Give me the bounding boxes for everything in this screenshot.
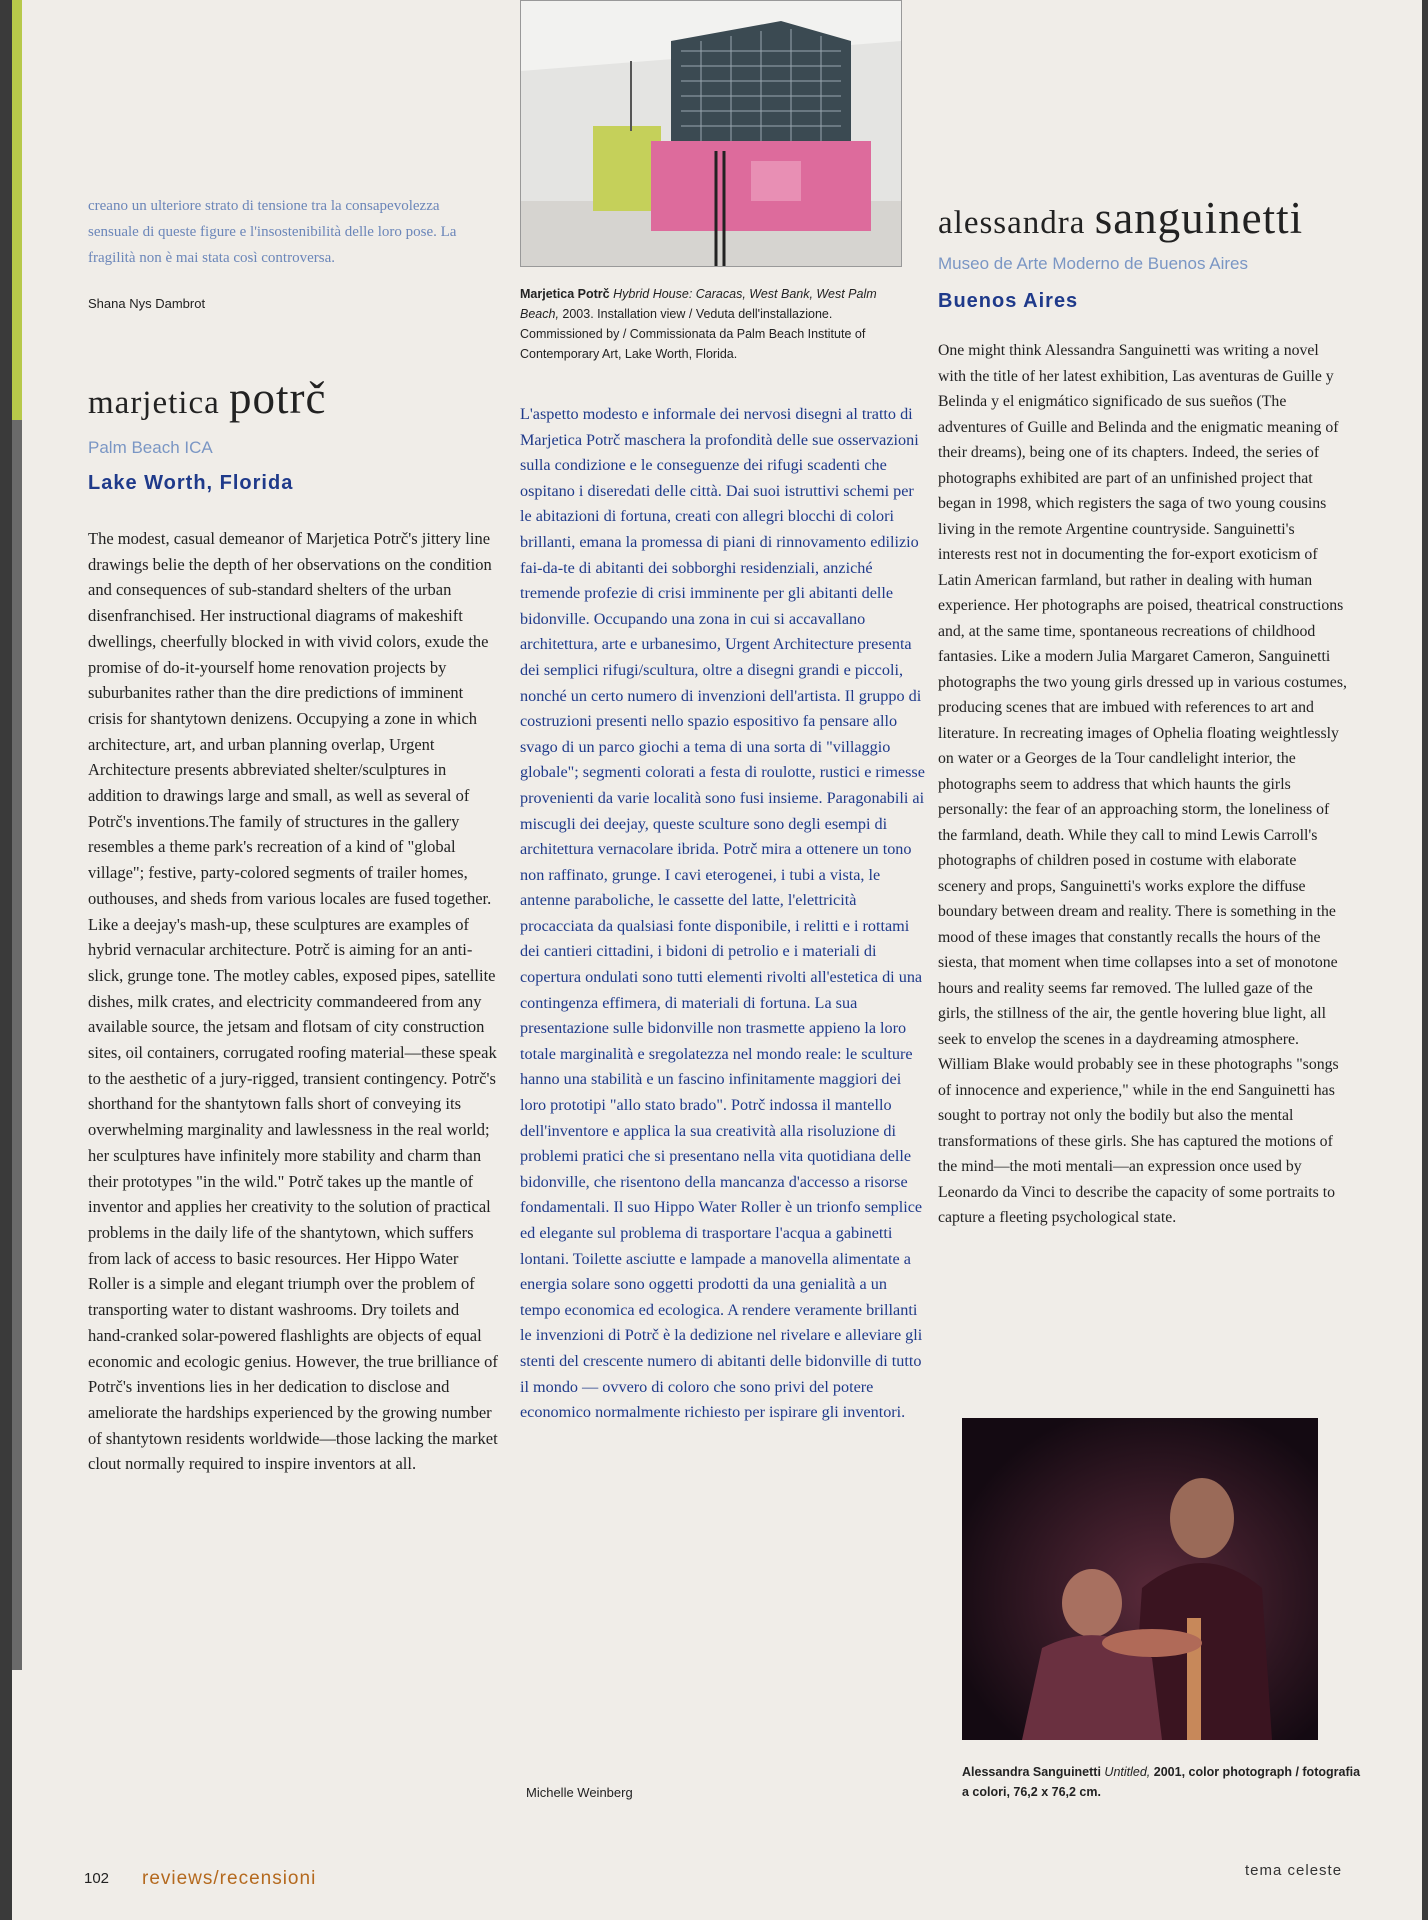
- review2-caption-artist: Alessandra Sanguinetti: [962, 1765, 1101, 1779]
- review1-byline: Michelle Weinberg: [526, 1785, 633, 1800]
- previous-page-edge-dark: [12, 420, 22, 1670]
- review2-artist-last: sanguinetti: [1094, 193, 1304, 243]
- section-title: reviews/recensioni: [142, 1868, 317, 1889]
- previous-page-edge-green: [12, 0, 22, 420]
- review2-city: Buenos Aires: [938, 290, 1079, 312]
- review1-caption-artist: Marjetica Potrč: [520, 287, 610, 301]
- review2-photo-caption: [962, 1762, 1362, 1802]
- previous-review-ending: creano un ulteriore strato di tensione tra la consapevolezza sensuale di queste figure e l'insostenibilità delle loro pose. La fragilità non è mai stata così controversa.: [88, 198, 457, 266]
- magazine-page: [12, 0, 1422, 1920]
- review1-body-italian: L'aspetto modesto e informale dei nervosi disegni al tratto di Marjetica Potrč maschera la profondità delle sue osservazioni sulla condizione e le conseguenze dei rifugi scadenti che ospitano i diseredati delle città. Dai suoi istruttivi schemi per le abitazioni di fortuna, creati con allegri blocchi di colori brillanti, emana la promessa di piani di rinnovamento edilizio fai-da-te di abitanti dei sobborghi residenziali, anziché tremende profezie di crisi imminente per gli abitanti delle bidonville. Occupando una zona in cui si accavallano architettura, arte e urbanesimo, Urgent Architecture presenta dei semplici rifugi/scultura, oltre a disegni grandi e piccoli, nonché un certo numero di invenzioni dell'artista. Il gruppo di costruzioni presenti nello spazio espositivo fa pensare allo svago di un parco giochi a tema di una sorta di "villaggio globale"; segmenti colorati a festa di roulotte, rustici e rimesse provenienti da varie località sono fusi insieme. Paragonabili ai miscugli dei deejay, queste sculture sono degli esempi di architettura vernacolare ibrida. Potrč mira a ottenere un tono non raffinato, grunge. I cavi eterogenei, i tubi a vista, le antenne paraboliche, le cassette del latte, l'elettricità procacciata da qualsiasi fonte disponibile, i relitti e i rottami dei cantieri cittadini, i bidoni di petrolio e i materiali di copertura ondulati sono tutti elementi rivolti all'estetica di una contingenza effimera, di materiali di fortuna. La sua presentazione sulle bidonville non trasmette appieno la loro totale marginalità e sregolatezza nel mondo reale: le sculture hanno una stabilità e un fascino infinitamente maggiori dei loro prototipi "allo stato brado". Potrč indossa il mantello dell'inventore e applica la sua creatività alla risoluzione di problemi pratici che si presentano nella vita quotidiana delle bidonville, che risentono della mancanza d'accesso a risorse fondamentali. Il suo Hippo Water Roller è un trionfo semplice ed elegante sul problema di trasportare l'acqua a gabinetti lontani. Toilette asciutte e lampade a manovella alimentate a energia solare sono oggetti prodotti da una genialità a un tempo economica ed ecologica. A rendere veramente brillanti le invenzioni di Potrč è la dedizione nel rivelare e alleviare gli stenti del crescente numero di abitanti delle bidonville di tutto il mondo — ovvero di coloro che sono privi del potere economico normalmente richiesto per ispirare gli inventori.: [520, 405, 925, 1422]
- review2-caption-details: 2001, color photograph / fotografia a colori, 76,2 x 76,2 cm.: [962, 1765, 1361, 1799]
- review2-caption-title: Untitled,: [1104, 1765, 1151, 1779]
- review2-artist-first: alessandra: [938, 205, 1086, 241]
- review2-body: One might think Alessandra Sanguinetti was writing a novel with the title of her latest exhibition, Las aventuras de Guille y Belinda y el enigmático significado de sus sueños (The adventures of Guille and Belinda and the enigmatic meaning of their dreams), being one of its chapters. Indeed, the series of photographs exhibited are part of an unfinished project that began in 1998, which registers the saga of two young cousins living in the remote Argentine countryside. Sanguinetti's interests rest not in documenting the for-export exoticism of Latin American farmland, but rather in dealing with human experience. Her photographs are poised, theatrical constructions and, at the same time, spontaneous recreations of childhood fantasies. Like a modern Julia Margaret Cameron, Sanguinetti photographs the two young girls dressed up in various costumes, producing scenes that are imbued with references to art and literature. In recreating images of Ophelia floating weightlessly on water or a Georges de la Tour candlelight interior, the photographs seem to address that which haunts the girls personally: the fear of an approaching storm, the loneliness of the farmland, death. While they call to mind Lewis Carroll's photographs of children posed in costume with elaborate scenery and props, Sanguinetti's works explore the diffuse boundary between dream and reality. There is something in the mood of these images that constantly recalls the hours of the siesta, that moment when time collapses into a set of monotone hours and reality seems far removed. The lulled gaze of the girls, the stillness of the air, the gentle hovering blue light, all seek to envelop the scenes in a daydreaming atmosphere. William Blake would probably see in these photographs "songs of innocence and experience," while in the end Sanguinetti has sought to portray not only the bodily but also the mental transformations of these girls. She has captured the motions of the mind—the moti mentali—an expression once used by Leonardo da Vinci to describe the capacity of some portraits to capture a fleeting psychological state.: [938, 342, 1347, 1226]
- installation-photo-image: [521, 1, 901, 266]
- review1-caption-details: 2003. Installation view / Veduta dell'installazione. Commissioned by / Commissionata da Palm Beach Institute of Contemporary Art, Lake Worth, Florida.: [520, 307, 866, 361]
- review2-portrait-photo: [962, 1418, 1318, 1740]
- review2-artist-heading: [938, 192, 1303, 244]
- review1-body-english: The modest, casual demeanor of Marjetica Potrč's jittery line drawings belie the depth of her observations on the condition and consequences of sub-standard shelters of the urban disenfranchised. Her instructional diagrams of makeshift dwellings, cheerfully blocked in with vivid colors, exude the promise of do-it-yourself home renovation projects by suburbanites rather than the dire predictions of imminent crisis for shantytown denizens. Occupying a zone in which architecture, art, and urban planning overlap, Urgent Architecture presents abbreviated shelter/sculptures in addition to drawings large and small, as well as several of Potrč's inventions.The family of structures in the gallery resembles a theme park's recreation of a kind of "global village"; festive, party-colored segments of trailer homes, outhouses, and sheds from various locales are fused together. Like a deejay's mash-up, these sculptures are examples of hybrid vernacular architecture. Potrč is aiming for an anti-slick, grunge tone. The motley cables, exposed pipes, satellite dishes, milk crates, and electricity commandeered from any available source, the jetsam and flotsam of city construction sites, oil containers, corrugated roofing material—these speak to the aesthetic of a jury-rigged, transient contingency. Potrč's shorthand for the shantytown falls short of conveying its overwhelming marginality and lawlessness in the real world; her sculptures have infinitely more stability and charm than their prototypes "in the wild." Potrč takes up the mantle of inventor and applies her creativity to the solution of practical problems in the daily life of the shantytown, which suffers from lack of access to basic resources. Her Hippo Water Roller is a simple and elegant triumph over the problem of transporting water to distant washrooms. Dry toilets and hand-cranked solar-powered flashlights are objects of equal economic and ecologic genius. However, the true brilliance of Potrč's inventions lies in her dedication to disclose and ameliorate the hardships experienced by the growing number of shantytown residents worldwide—those lacking the market clout normally required to inspire inventors at all.: [88, 529, 498, 1474]
- review1-artist-first: marjetica: [88, 385, 220, 421]
- portrait-photo-image: [962, 1418, 1318, 1740]
- review1-venue: Palm Beach ICA: [88, 438, 213, 457]
- review2-venue: Museo de Arte Moderno de Buenos Aires: [938, 254, 1248, 273]
- review1-artist-last: potrč: [229, 373, 327, 423]
- review1-caption-title: Hybrid House: Caracas, West Bank, West Palm Beach,: [520, 287, 877, 321]
- review1-photo-caption: [520, 284, 910, 364]
- previous-review-byline: Shana Nys Dambrot: [88, 296, 206, 311]
- review1-city: Lake Worth, Florida: [88, 472, 294, 494]
- magazine-name: tema celeste: [1245, 1862, 1343, 1879]
- page-number: 102: [84, 1870, 110, 1887]
- review1-installation-photo: [520, 0, 902, 267]
- review1-artist-heading: [88, 372, 326, 424]
